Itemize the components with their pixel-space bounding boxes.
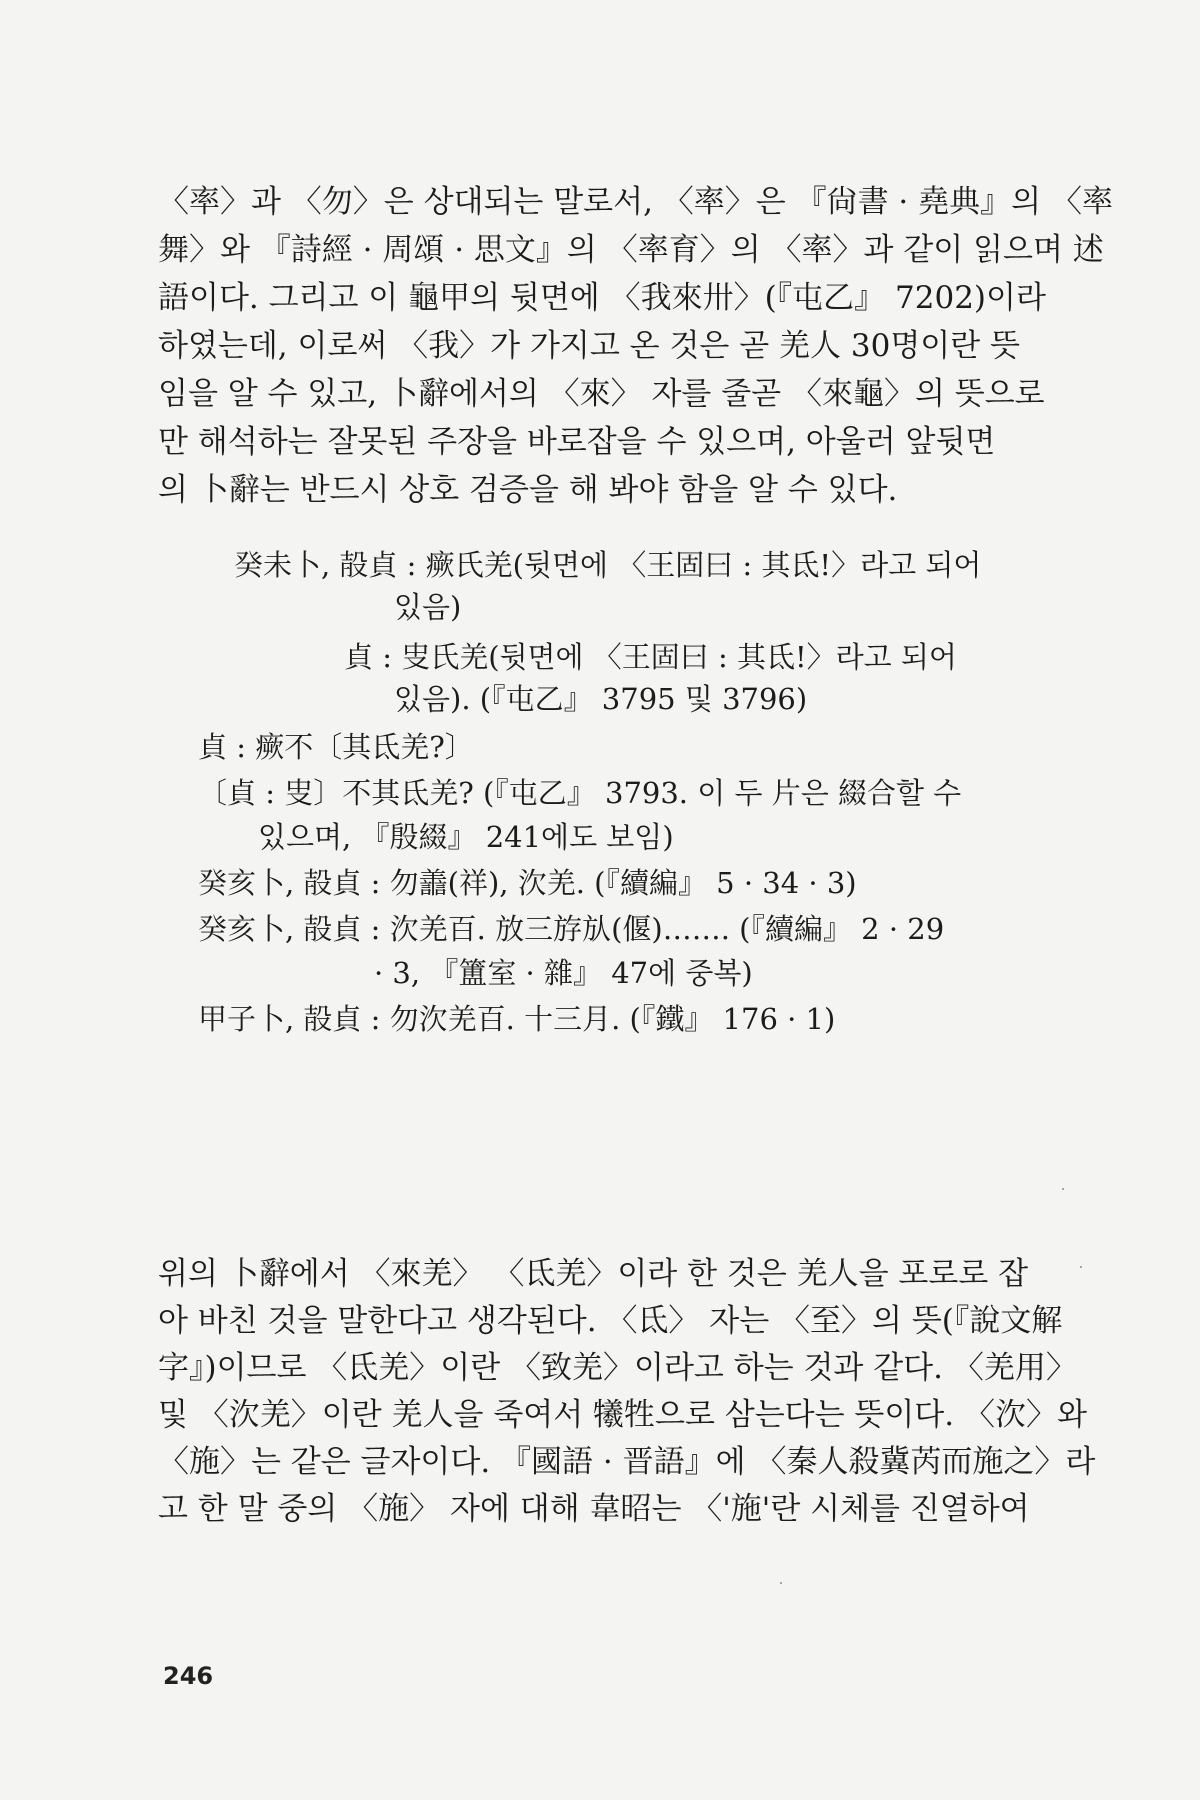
example-line: 〔貞 : 㕜〕不其氐羌? (『屯乙』 3793. 이 두 片은 綴合할 수 — [198, 776, 962, 810]
scan-speck — [1062, 1188, 1064, 1190]
example-line: 있음). (『屯乙』 3795 및 3796) — [394, 682, 808, 716]
page-number: 246 — [163, 1662, 214, 1690]
text-line: 및 〈㳄羌〉이란 羌人을 죽여서 犧牲으로 삼는다는 뜻이다. 〈㳄〉와 — [158, 1397, 1087, 1433]
text-line: 만 해석하는 잘못된 주장을 바로잡을 수 있으며, 아울러 앞뒷면 — [158, 424, 996, 460]
text-line: 〈率〉과 〈勿〉은 상대되는 말로서, 〈率〉은 『尙書 · 堯典』의 〈率 — [158, 184, 1113, 220]
text-line: 字』)이므로 〈氐羌〉이란 〈致羌〉이라고 하는 것과 같다. 〈羌用〉 — [158, 1350, 1077, 1386]
text-line: 語이다. 그리고 이 龜甲의 뒷면에 〈我來卅〉(『屯乙』 7202)이라 — [158, 280, 1046, 316]
example-line: 癸亥卜, 㱿貞 : 勿譱(祥), 㳄羌. (『續編』 5 · 34 · 3) — [198, 866, 857, 900]
example-line: 있으며, 『殷綴』 241에도 보임) — [258, 820, 674, 854]
text-line: 위의 卜辭에서 〈來羌〉 〈氐羌〉이라 한 것은 羌人을 포로로 잡 — [158, 1256, 1029, 1292]
text-line: 하였는데, 이로써 〈我〉가 가지고 온 것은 곧 羌人 30명이란 뜻 — [158, 328, 1020, 364]
example-line: 貞 : 㕜氏羌(뒷면에 〈王固曰 : 其氐!〉라고 되어 — [344, 640, 957, 674]
example-line: 甲子卜, 㱿貞 : 勿㳄羌百. 十三月. (『鐵』 176 · 1) — [198, 1002, 836, 1036]
text-line: 〈施〉는 같은 글자이다. 『國語 · 晋語』에 〈秦人殺冀芮而施之〉라 — [158, 1444, 1096, 1480]
scan-speck — [780, 1582, 782, 1584]
scan-speck — [1080, 1266, 1082, 1268]
text-line: 임을 알 수 있고, 卜辭에서의 〈來〉 자를 줄곧 〈來龜〉의 뜻으로 — [158, 376, 1045, 412]
example-line: 있음) — [394, 590, 462, 624]
example-line: 癸未卜, 㱿貞 : 瘚氏羌(뒷면에 〈王固曰 : 其氐!〉라고 되어 — [234, 548, 982, 582]
text-line: 의 卜辭는 반드시 상호 검증을 해 봐야 함을 알 수 있다. — [158, 472, 898, 508]
example-line: · 3, 『簠室 · 雜』 47에 중복) — [374, 956, 753, 990]
text-line: 舞〉와 『詩經 · 周頌 · 思文』의 〈率育〉의 〈率〉과 같이 읽으며 述 — [158, 232, 1104, 268]
example-line: 癸亥卜, 㱿貞 : 㳄羌百. 放三斿㫃(偃)……. (『續編』 2 · 29 — [198, 912, 945, 946]
text-line: 아 바친 것을 말한다고 생각된다. 〈氐〉 자는 〈至〉의 뜻(『說文解 — [158, 1303, 1063, 1339]
example-line: 貞 : 瘚不〔其氐羌?〕 — [198, 730, 474, 764]
text-line: 고 한 말 중의 〈施〉 자에 대해 韋昭는 〈'施'란 시체를 진열하여 — [158, 1491, 1030, 1527]
